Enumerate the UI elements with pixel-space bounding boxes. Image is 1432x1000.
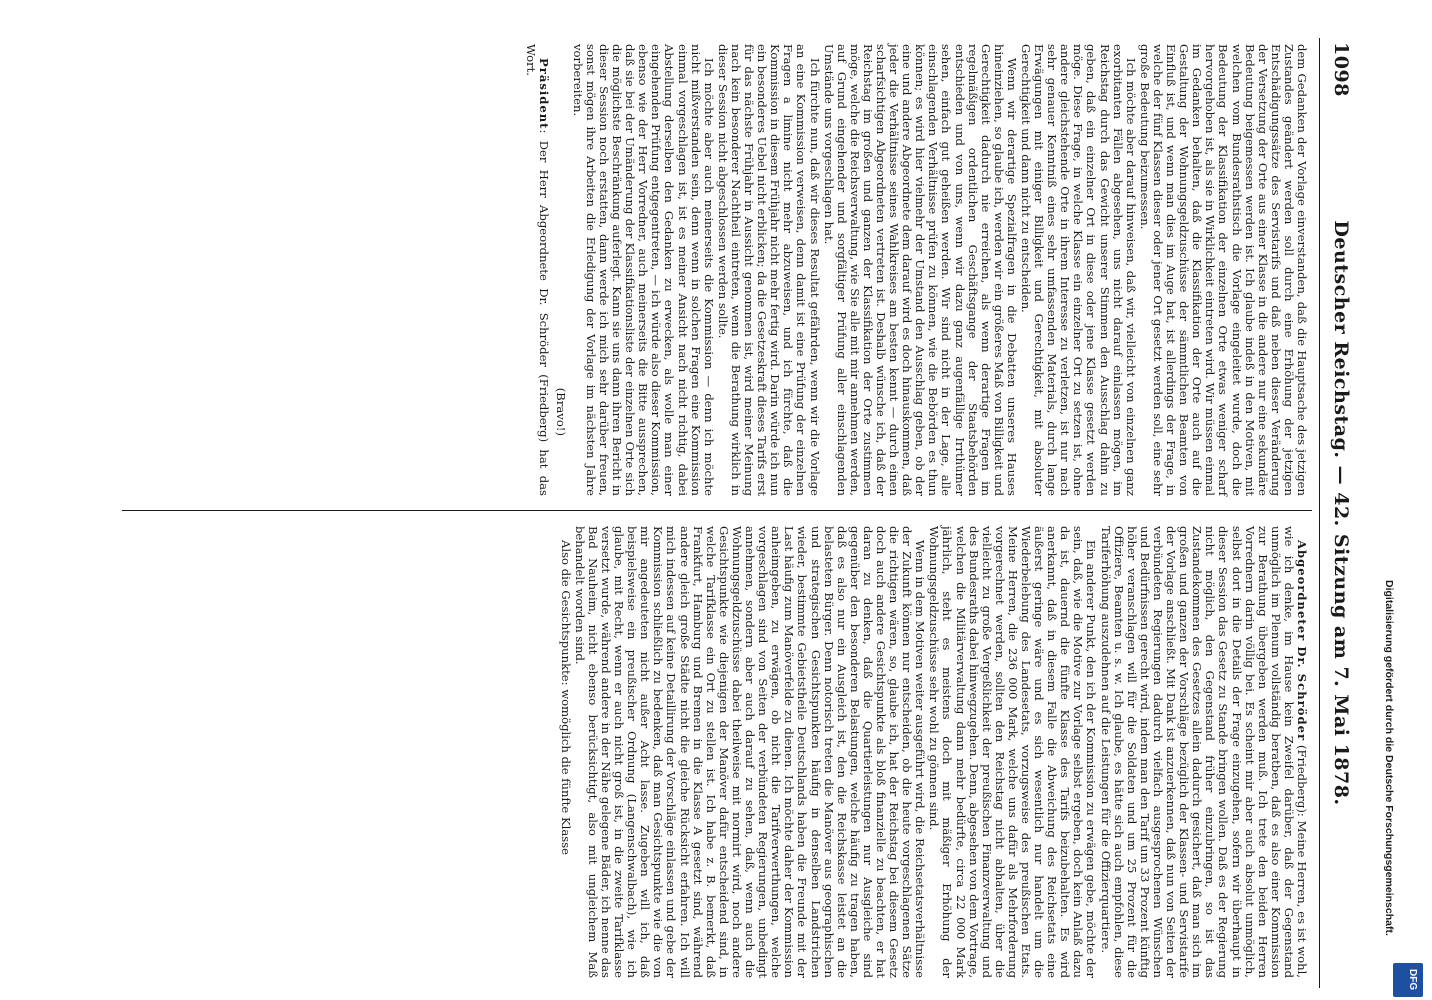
paragraph: Wenn in dem Motiven weiter ausgeführt wird, die Reichsetatsverhältnisse der Zukunft können nur entscheiden, ob die heute vorgeschlagenen Sätze die richtigen wären, so, glaube ich, hat der Reichstag bei diesem Gesetz doch auch andere Gesichtspunkte als bloß finanzielle zu beachten, er hat daran zu denken, daß die Quartierleistungen nur Ausgleiche sind gegenüber den besonderen Belastungen, welche häufig zu tragen haben, daß es also nur ein Ausgleich ist, den die Reichskasse leistet an die belasteten Bürger. Denn notorisch treten die Manöver aus geographischen und strategischen Gesichtspunkten häufig in denselben Landstrichen wieder, bestimmte Gebietstheile Deutschlands haben die Freunde mit der Last häufig zum Manöverfelde zu dienen. Ich möchte daher der Kommission anheimgeben, zu erwägen, ob nicht die Tarifverwerthungen, welche vorgeschlagen sind von Seiten der verbündeten Regierungen, unbedingt annehmen, sondern aber auch darauf zu sehen, daß, wenn auch die Wohnungsgeldzuschüsse dabei theilweise mit normirt wird, noch andere Gesichtspunkte wie diejenigen der Manöver dafür entscheidend sind, in welche Tarifklasse ein Ort zu stellen ist. Ich habe z. B. bemerkt, daß Frankfurt, Hamburg und Bremen in die Klasse A gesetzt sind, während andere gleich große Städte nicht die gleiche Rücksicht erfahren. Ich will mich indessen auf keine Detaillirung der Vorschläge einlassen und gebe der Kommission schließlich zu bedenken, daß man Gesichtspunkte wie die von mir angedeuteten nicht außer Acht lasse. Zugeben will ich, daß beispielsweise ein preußischer Ordnung (Langenschwalbach), wie ich glaube, mit Recht, wenn er auch nicht groß ist, in die zweite Tarifklasse versetzt wurde, während andere in der Nähe gelegene Bäder, ich nenne das Bad Nauheim, nicht ebenso berücksichtigt, also mit ungleichem Maß behandelt worden sind. — [572, 526, 928, 978]
paragraph: Ein anderer Punkt, den ich der Kommission zu erwägen gebe, möchte der sein, daß, wie die Motive zur Vorlage selbst ergeben, doch kein Anlaß dazu da ist, dauernd die fünfte Klasse des Tarifs beizubehalten. Es wird anerkannt, daß in diesem Falle die Abweichung des Reichsetats eine äußerst geringe wäre und es sich wesentlich nur handelt um die Wiederbelebung des Landesetats, vorzugsweise des preußischen Etats. Meine Herren, die 236 000 Mark, welche uns dafür als Mehrforderung vorgerechnet werden, sollten den Reichstag nicht abhalten, über die vielleicht zu große Vergeßlichkeit der preußischen Finanzverwaltung und des Bundesraths dabei hinwegzugehen. Denn, abgesehen von dem Vortrage, welchen die Militärverwaltung dann mehr bedürfte, circa 22 000 Mark jährlich, steht es meistens doch mit mäßiger Erhöhung der Wohnungsgeldzuschüsse sehr wohl zu gönnen sind. — [927, 526, 1099, 978]
page-number: 1098 — [1330, 42, 1352, 97]
paragraph: Ich möchte aber auch meinerseits die Kommission — denn ich möchte nicht mißverstanden sein, denn wenn in solchen Fragen eine Kommission einmal vorgeschlagen ist, ist es meiner Ansicht nach nicht richtig, dabei Abstellung derselben den Gedanken zu erwecken, als wolle man einer eingehenden Prüfung entgegentreten, — ich würde also dieser Kommission, ebenso wie der Herr Vorredner, auch meinerseits die Bitte aussprechen, daß sie bei der Umänderung der Klassifikationsliste der einzelnen Orte sich die möglichste Beschränkung auferlegt. Kann sie uns dann ihren Bericht in dieser Session noch erstatten, dann werde ich mich sehr darüber freuen, sonst mögen ihre Arbeiten die Erledigung der Vorlage im nächsten Jahre vorbereiten. — [570, 44, 716, 496]
speaker-name: Abgeordneter Dr. Schröder — [1295, 540, 1309, 742]
paragraph: Ich möchte aber darauf hinweisen, daß wir, vielleicht von einzelnen ganz exorbitanten Fällen abgesehen, uns nicht darauf einlassen mögen, im Reichstag durch das Gewicht unserer Stimmen den Ausschlag dahin zu geben, daß ein einzelner Ort in diese oder jene Klasse gesetzt werden möge. Diese Frage, in welche Klasse ein einzelner Ort zu setzen ist, ohne andere gleichstehende Orte in ihrem Interesse zu verletzen, ist nur nach sehr genauer Kenntniß eines sehr umfassenden Materials, durch lange Erwägungen mit einiger Billigkeit und Gerechtigkeit, mit absoluter Gerechtigkeit und dann nicht zu entscheiden. — [1019, 44, 1138, 496]
speaker-paragraph — [1099, 526, 1309, 978]
speaker-name: Präsident — [536, 58, 551, 130]
paragraph: Also die Gesichtspunkte: womöglich die fünfte Klasse — [558, 540, 573, 856]
right-column — [559, 526, 1308, 978]
paragraph: Ich fürchte nun, daß wir dieses Resultat gefährden, wenn wir die Vorlage an eine Kommission verweisen, denn damit ist eine Prüfung der einzelnen Fragen a limine nicht mehr abzuweisen, und ich fürchte, daß die Kommission in diesem Frühjahr nicht mehr fertig wird. Darin würde ich nun ein besonderes Uebel nicht erblicken; da die Gesetzeskraft dieses Tarifs erst für das nächste Frühjahr in Aussicht genommen ist, wird meiner Meinung nach kein besonderer Nachtheil eintreten, wenn die Berathung wirklich in dieser Session nicht abgeschlossen werden sollte. — [715, 44, 822, 496]
speech-text: (Friedberg): Meine Herren, es ist wohl, wie ich denke, im Hause kein Zweifel darüber, daß der Gegenstand unmöglich im Plenum vollständig beratben, daß es also einer Kommission zur Berathung übergeben werden muß. Ich trete den beiden Herren Vorrednern darin völlig bei. Es scheint mir aber auch absolut unmöglich, selbst dort in die Details der Frage einzugehen, sofern wir überhaupt in dieser Session das Gesetz zu Stande bringen wollen. Daß es der Regierung nicht möglich, den Gegenstand früher einzubringen, so ist das Zustandekommen des Gesetzes allein dadurch gesichert, daß man sich im großen und ganzen der Vorschläge bezüglich der Klassen- und Servistarife der Vorlage anschließt. Mit Dank ist anzuerkennen, daß nun von Seiten der verbündeten Regierungen dadurch vielfach ausgesprochenen Wünschen und Bedürfnissen gerecht wird, indem man den Tarif um 33 Prozent künftig höher veranschlagen will für die Soldaten und um 25 Prozent für die Offiziere, Beamten u. s. w. Ich glaube, es hätte sich auch empfohlen, diese Tariferhöhung auszudehnen auf die Leistungen für die Offizierquartiere. — [1098, 526, 1309, 978]
bravo-remark: (Bravo!) — [553, 387, 568, 436]
document-page — [56, 38, 1356, 988]
dfg-logo — [1393, 963, 1423, 997]
column-divider — [122, 510, 1312, 511]
page-title: Deutscher Reichstag. — 42. Sitzung am 7. Mai 1878. — [1330, 220, 1352, 806]
left-column — [523, 44, 1308, 496]
dfg-logo-text: DFG — [1407, 969, 1418, 991]
page-header — [1320, 38, 1356, 988]
closing-text: : Der Herr Abgeordnete Dr. Schröder (Friedberg) hat das Wort. — [523, 44, 551, 496]
paragraph: Wenn wir derartige Spezialfragen in die Debatten unseres Hauses hineinziehen, so glaube ich, werden wir ein größeres Maß von Billigkeit und Gerechtigkeit dadurch nie erreichen, als wenn derartige Fragen im regelmäßigen ordentlichen Geschäftsgange der Staatsbehörden entschieden und von uns, wenn wir dazu ganz augenfällige Irrthümer sehen, einfach gut geheißen werden. Wir sind nicht in der Lage, alle einschlagenden Verhältnisse prüfen zu können, wie die Bebörden es thun können; es wird hier vielmehr der Umstand den Ausschlag geben, ob der eine und andere Abgeordnete dem darauf wird es doch hinauskommen, daß jeder die Verhältnisse seines Wahlkreises am besten kennt — durch einen scharfsichtigen Abgeordneten vertreten ist. Deshalb wünsche ich, daß der Reichstag im großen und ganzen der Klassifikation der Orte zustimmen möge, welche die Reichsverwaltung, wie Sie alle mit mir annehmen werden, auf Grund eingehender und sorgfältiger Prüfung aller einschlagenden Umstände uns vorgeschlagen hat. — [821, 44, 1019, 496]
paragraph: dem Gedanken der Vorlage einverstanden, daß die Hauptsache des jetzigen Zustandes geändert werden soll durch eine Erhöhung der jetzigen Entschädigungssätze des Servistarifs und daß neben dieser Veränderung der Versetzung der Orte aus einer Klasse in die andere nur eine sekundäre Bedeutung beigemessen werden ist. Ich glaube indeß in den Motiven, mit welchen vom Bundesrathstisch die Vorlage eingeleitet wurde, doch die Bedeutung der Klassifikation der einzelnen Orte etwas weniger scharf hervorgehoben ist, als sie in Wirklichkeit eintreten wird. Wir müssen einmal im Gedanken behalten, daß die Klassifikation der Orte auch auf die Gestaltung der Wohnungsgeldzuschüsse der sämmtlichen Beamten von Einfluß ist, und wenn man dies im Auge hat, ist allerdings der Frage, in welche der fünf Klassen dieser oder jener Ort gesetzt werden soll, eine sehr große Bedeutung beizumessen. — [1137, 44, 1309, 496]
digitization-credit: Digitalisierung gefördert durch die Deutsche Forschungsgemeinschaft. — [1383, 580, 1395, 936]
closing-paragraph — [523, 44, 549, 496]
header-rule — [1319, 38, 1320, 988]
